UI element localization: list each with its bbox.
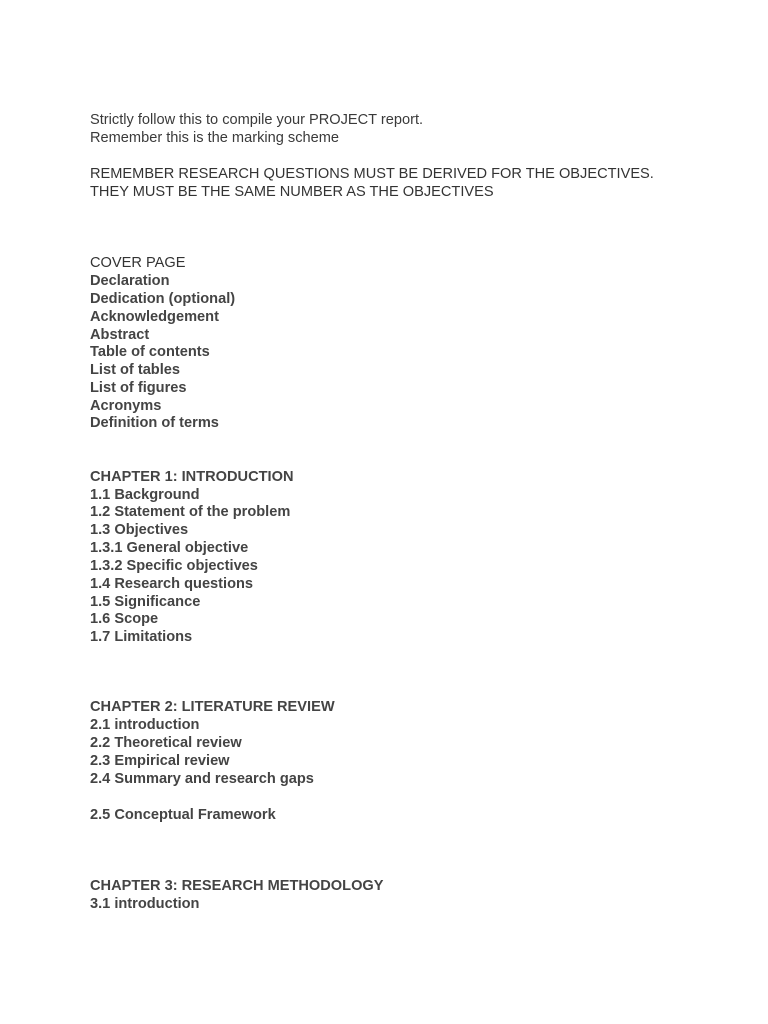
chapter-1-item: 1.7 Limitations — [90, 629, 193, 645]
intro-line-2: Remember this is the marking scheme — [90, 130, 339, 146]
chapter-1-item: 1.3.2 Specific objectives — [90, 558, 258, 574]
cover-page-heading: COVER PAGE — [90, 255, 186, 271]
chapter-1-item: 1.2 Statement of the problem — [90, 504, 291, 520]
prelim-item: Acknowledgement — [90, 309, 219, 325]
chapter-2-framework: 2.5 Conceptual Framework — [90, 807, 276, 823]
chapter-3-heading: CHAPTER 3: RESEARCH METHODOLOGY — [90, 878, 384, 894]
chapter-1-item: 1.3 Objectives — [90, 522, 189, 538]
chapter-3-item: 3.1 introduction — [90, 896, 200, 912]
prelim-item: Definition of terms — [90, 415, 219, 431]
prelim-item: List of tables — [90, 362, 181, 378]
prelim-item: Declaration — [90, 273, 170, 289]
chapter-1-item: 1.5 Significance — [90, 594, 201, 610]
chapter-2-heading: CHAPTER 2: LITERATURE REVIEW — [90, 699, 335, 715]
chapter-1-item: 1.6 Scope — [90, 611, 159, 627]
prelim-item: List of figures — [90, 380, 187, 396]
chapter-2-item: 2.1 introduction — [90, 717, 200, 733]
prelim-item: Acronyms — [90, 398, 162, 414]
chapter-2-item: 2.2 Theoretical review — [90, 735, 242, 751]
intro-line-1: Strictly follow this to compile your PROJECT report. — [90, 112, 424, 128]
chapter-1-heading: CHAPTER 1: INTRODUCTION — [90, 469, 294, 485]
prelim-item: Table of contents — [90, 344, 210, 360]
chapter-1-item: 1.4 Research questions — [90, 576, 254, 592]
chapter-2-item: 2.3 Empirical review — [90, 753, 230, 769]
chapter-2-item: 2.4 Summary and research gaps — [90, 771, 314, 787]
chapter-1-item: 1.1 Background — [90, 487, 200, 503]
notice-line-1: REMEMBER RESEARCH QUESTIONS MUST BE DERIVED FOR THE OBJECTIVES. — [90, 166, 654, 182]
prelim-item: Abstract — [90, 327, 150, 343]
notice-line-2: THEY MUST BE THE SAME NUMBER AS THE OBJECTIVES — [90, 184, 494, 200]
chapter-1-item: 1.3.1 General objective — [90, 540, 249, 556]
prelim-item: Dedication (optional) — [90, 291, 236, 307]
